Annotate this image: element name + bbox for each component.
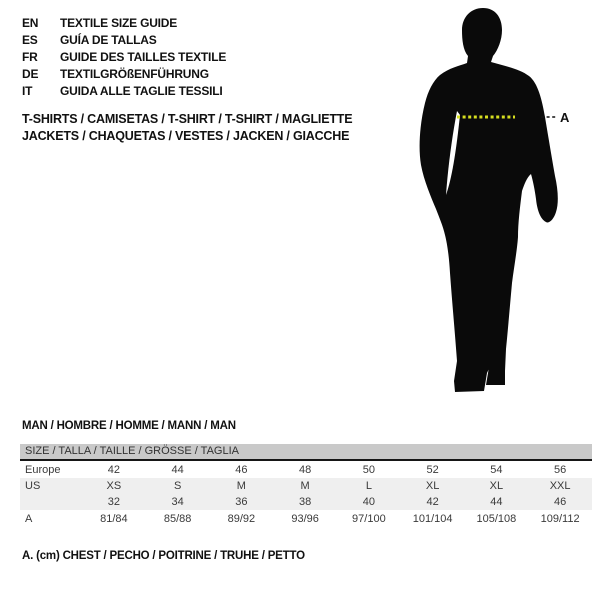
- table-cell: 46: [235, 463, 248, 476]
- language-row-it: [22, 83, 226, 100]
- table-row-chest-a: [20, 510, 592, 527]
- language-code: IT: [22, 84, 33, 98]
- category-jackets: JACKETS / CHAQUETAS / VESTES / JACKEN / GIACCHE: [22, 129, 350, 143]
- table-cell: XXL: [549, 480, 571, 492]
- table-cell: 50: [362, 463, 375, 476]
- language-title: GUIDE DES TAILLES TEXTILE: [60, 50, 227, 64]
- measure-label-a: A: [560, 110, 570, 125]
- language-code: ES: [22, 33, 38, 47]
- table-cell: 36: [235, 496, 248, 508]
- category-tshirts: T-SHIRTS / CAMISETAS / T-SHIRT / T-SHIRT / MAGLIETTE: [22, 112, 353, 126]
- language-title-list: [22, 15, 226, 100]
- language-row-de: [22, 66, 226, 83]
- language-title: TEXTILGRÖßENFÜHRUNG: [60, 67, 209, 81]
- table-cell: 46: [554, 496, 567, 508]
- language-row-en: [22, 15, 226, 32]
- table-cell: 42: [426, 496, 439, 508]
- table-cell: 34: [171, 496, 184, 508]
- table-cell: 89/92: [227, 512, 256, 525]
- table-row-us: [20, 478, 592, 494]
- row-label: Europe: [25, 463, 61, 476]
- man-silhouette: [420, 8, 558, 392]
- table-row-europe: [20, 461, 592, 478]
- table-cell: 48: [299, 463, 312, 476]
- size-table-header: SIZE / TALLA / TAILLE / GRÖSSE / TAGLIA: [20, 444, 592, 461]
- man-silhouette-svg: [410, 5, 575, 405]
- row-label: A: [25, 512, 33, 525]
- language-code: FR: [22, 50, 38, 64]
- table-cell: 44: [490, 496, 503, 508]
- row-label: US: [25, 480, 41, 492]
- table-cell: M: [300, 480, 310, 492]
- section-title-man: MAN / HOMBRE / HOMME / MANN / MAN: [22, 420, 236, 432]
- table-cell: S: [173, 480, 182, 492]
- table-cell: 40: [362, 496, 375, 508]
- table-cell: 97/100: [352, 512, 386, 525]
- table-row-numeric: [20, 494, 592, 510]
- table-cell: 56: [554, 463, 567, 476]
- table-cell: 93/96: [291, 512, 319, 525]
- size-guide-figure: [410, 5, 575, 405]
- table-cell: 85/88: [163, 512, 192, 525]
- table-cell: 54: [490, 463, 503, 476]
- table-cell: 32: [107, 496, 120, 508]
- language-title: TEXTILE SIZE GUIDE: [60, 16, 178, 30]
- table-cell: XS: [106, 480, 122, 492]
- garment-categories: [22, 111, 352, 145]
- table-cell: XL: [489, 480, 504, 492]
- size-table: [20, 444, 592, 527]
- measurement-legend: A. (cm) CHEST / PECHO / POITRINE / TRUHE / PETTO: [22, 550, 305, 562]
- language-code: EN: [22, 16, 39, 30]
- table-cell: XL: [425, 480, 440, 492]
- language-code: DE: [22, 67, 39, 81]
- language-title: GUIDA ALLE TAGLIE TESSILI: [60, 84, 223, 98]
- table-cell: L: [365, 480, 372, 492]
- table-cell: 81/84: [100, 512, 128, 525]
- table-cell: 38: [299, 496, 312, 508]
- table-cell: 105/108: [476, 512, 517, 525]
- table-cell: 101/104: [412, 512, 453, 525]
- table-cell: 109/112: [540, 512, 580, 525]
- table-cell: 52: [426, 463, 439, 476]
- language-row-es: [22, 32, 226, 49]
- table-cell: 44: [171, 463, 184, 476]
- language-title: GUÍA DE TALLAS: [60, 33, 157, 47]
- language-row-fr: [22, 49, 226, 66]
- table-cell: 42: [107, 463, 120, 476]
- table-cell: M: [236, 480, 246, 492]
